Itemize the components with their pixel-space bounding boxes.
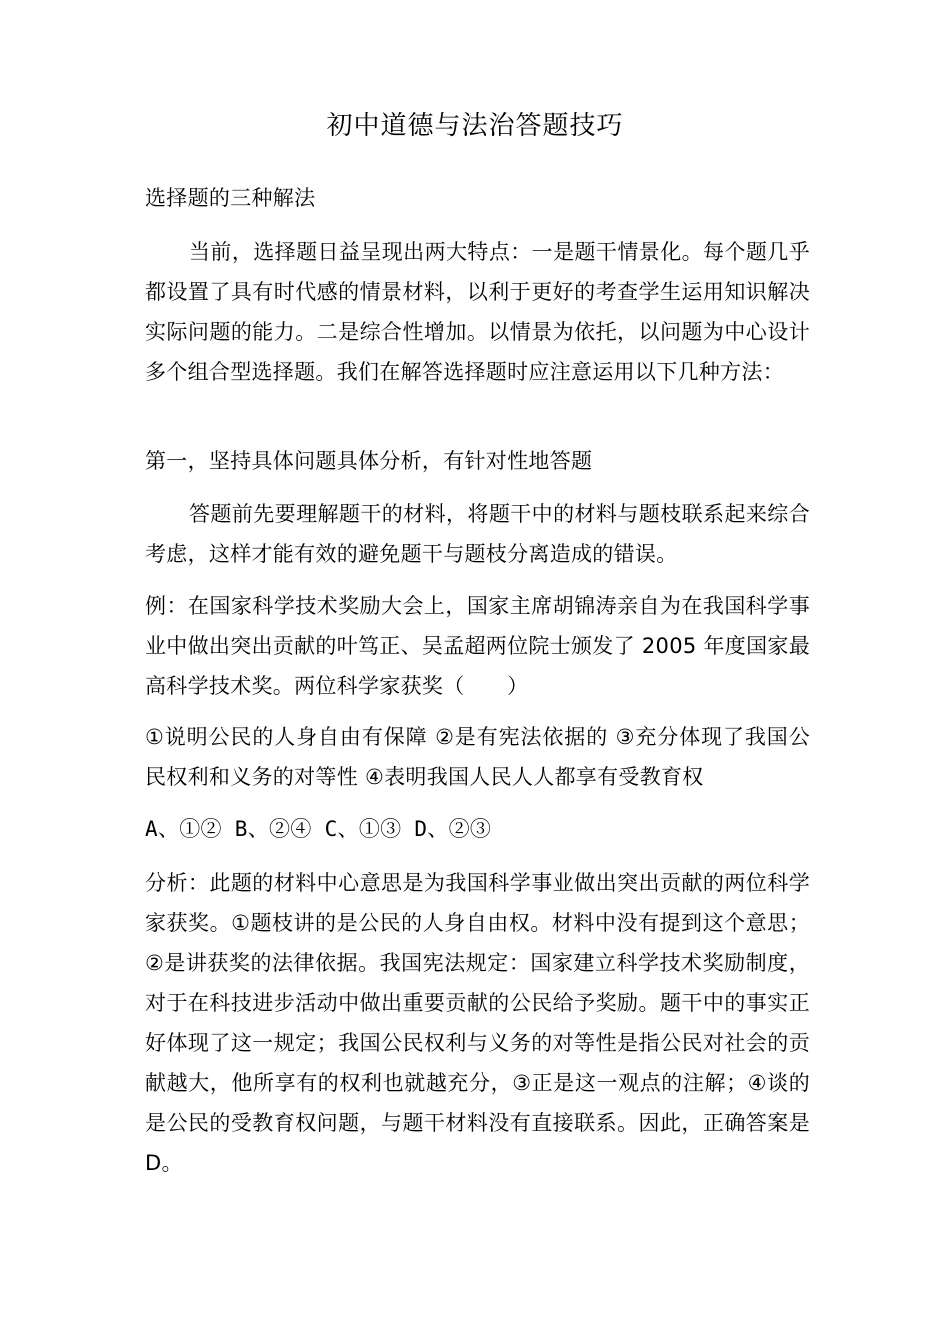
method-body-paragraph: 答题前先要理解题干的材料，将题干中的材料与题枝联系起来综合考虑，这样才能有效的避免题干与题枝分离造成的错误。 bbox=[145, 502, 810, 566]
analysis-paragraph: 分析：此题的材料中心意思是为我国科学事业做出突出贡献的两位科学家获奖。①题枝讲的是公民的人身自由权。材料中没有提到这个意思；②是讲获奖的法律依据。我国宪法规定：国家建立科学技术奖励制度，对于在科技进步活动中做出重要贡献的公民给予奖励。题干中的事实正好体现了这一规定；我国公民权利与义务的对等性是指公民对社会的贡献越大，他所享有的权利也就越充分，③正是这一观点的注解；④谈的是公民的受教育权问题，与题干材料没有直接联系。因此，正确答案是 D。 bbox=[145, 871, 810, 1175]
method-heading: 第一，坚持具体问题具体分析，有针对性地答题 bbox=[145, 449, 593, 473]
section-heading: 选择题的三种解法 bbox=[145, 186, 316, 210]
intro-paragraph: 当前，选择题日益呈现出两大特点：一是题干情景化。每个题几乎都设置了具有时代感的情景材料，以利于更好的考查学生运用知识解决实际问题的能力。二是综合性增加。以情景为依托，以问题为中心设计多个组合型选择题。我们在解答选择题时应注意运用以下几种方法： bbox=[145, 240, 810, 384]
document-title: 初中道德与法治答题技巧 bbox=[326, 111, 624, 141]
answer-options: A、①② B、②④ C、①③ D、②③ bbox=[145, 817, 492, 841]
example-question: 例：在国家科学技术奖励大会上，国家主席胡锦涛亲自为在我国科学事业中做出突出贡献的叶笃正、吴孟超两位院士颁发了 2005 年度国家最高科学技术奖。两位科学家获奖（ ） bbox=[145, 594, 810, 698]
question-statements: ①说明公民的人身自由有保障 ②是有宪法依据的 ③充分体现了我国公民权利和义务的对等性 ④表明我国人民人人都享有受教育权 bbox=[145, 725, 810, 789]
